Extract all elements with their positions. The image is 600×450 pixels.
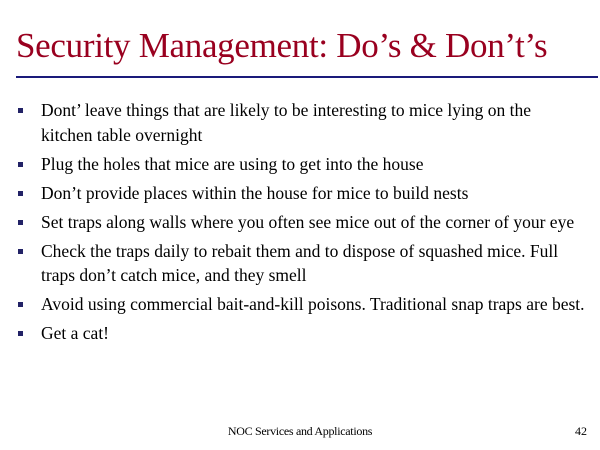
square-bullet-icon (18, 162, 23, 167)
bullet-item (16, 152, 586, 177)
title-divider (16, 76, 598, 78)
bullet-text: Avoid using commercial bait-and-kill poisons. Traditional snap traps are best. (41, 294, 585, 314)
bullet-list (16, 98, 586, 346)
square-bullet-icon (18, 108, 23, 113)
page-number: 42 (575, 424, 587, 438)
bullet-text: Don’t provide places within the house for mice to build nests (41, 182, 469, 203)
bullet-text: Set traps along walls where you often see mice out of the corner of your eye (41, 211, 575, 232)
square-bullet-icon (18, 331, 23, 336)
bullet-text: Get a cat! (41, 323, 110, 343)
square-bullet-icon (18, 191, 23, 196)
bullet-item (16, 210, 586, 235)
bullet-item (16, 321, 586, 346)
bullet-item (16, 181, 586, 206)
bullet-text: Check the traps daily to rebait them and to dispose of squashed mice. Full traps don’t catch mice, and they smell (41, 240, 559, 285)
square-bullet-icon (18, 302, 23, 307)
bullet-item (16, 292, 586, 317)
slide-footer: NOC Services and Applications (227, 424, 373, 438)
bullet-item (16, 98, 586, 147)
bullet-text: Plug the holes that mice are using to get into the house (41, 153, 424, 174)
bullet-text: Dont’ leave things that are likely to be interesting to mice lying on the kitchen table overnight (41, 100, 532, 145)
square-bullet-icon (18, 220, 23, 225)
slide-title: Security Management: Do’s & Don’t’s (16, 26, 548, 65)
bullet-item (16, 239, 586, 288)
square-bullet-icon (18, 249, 23, 254)
